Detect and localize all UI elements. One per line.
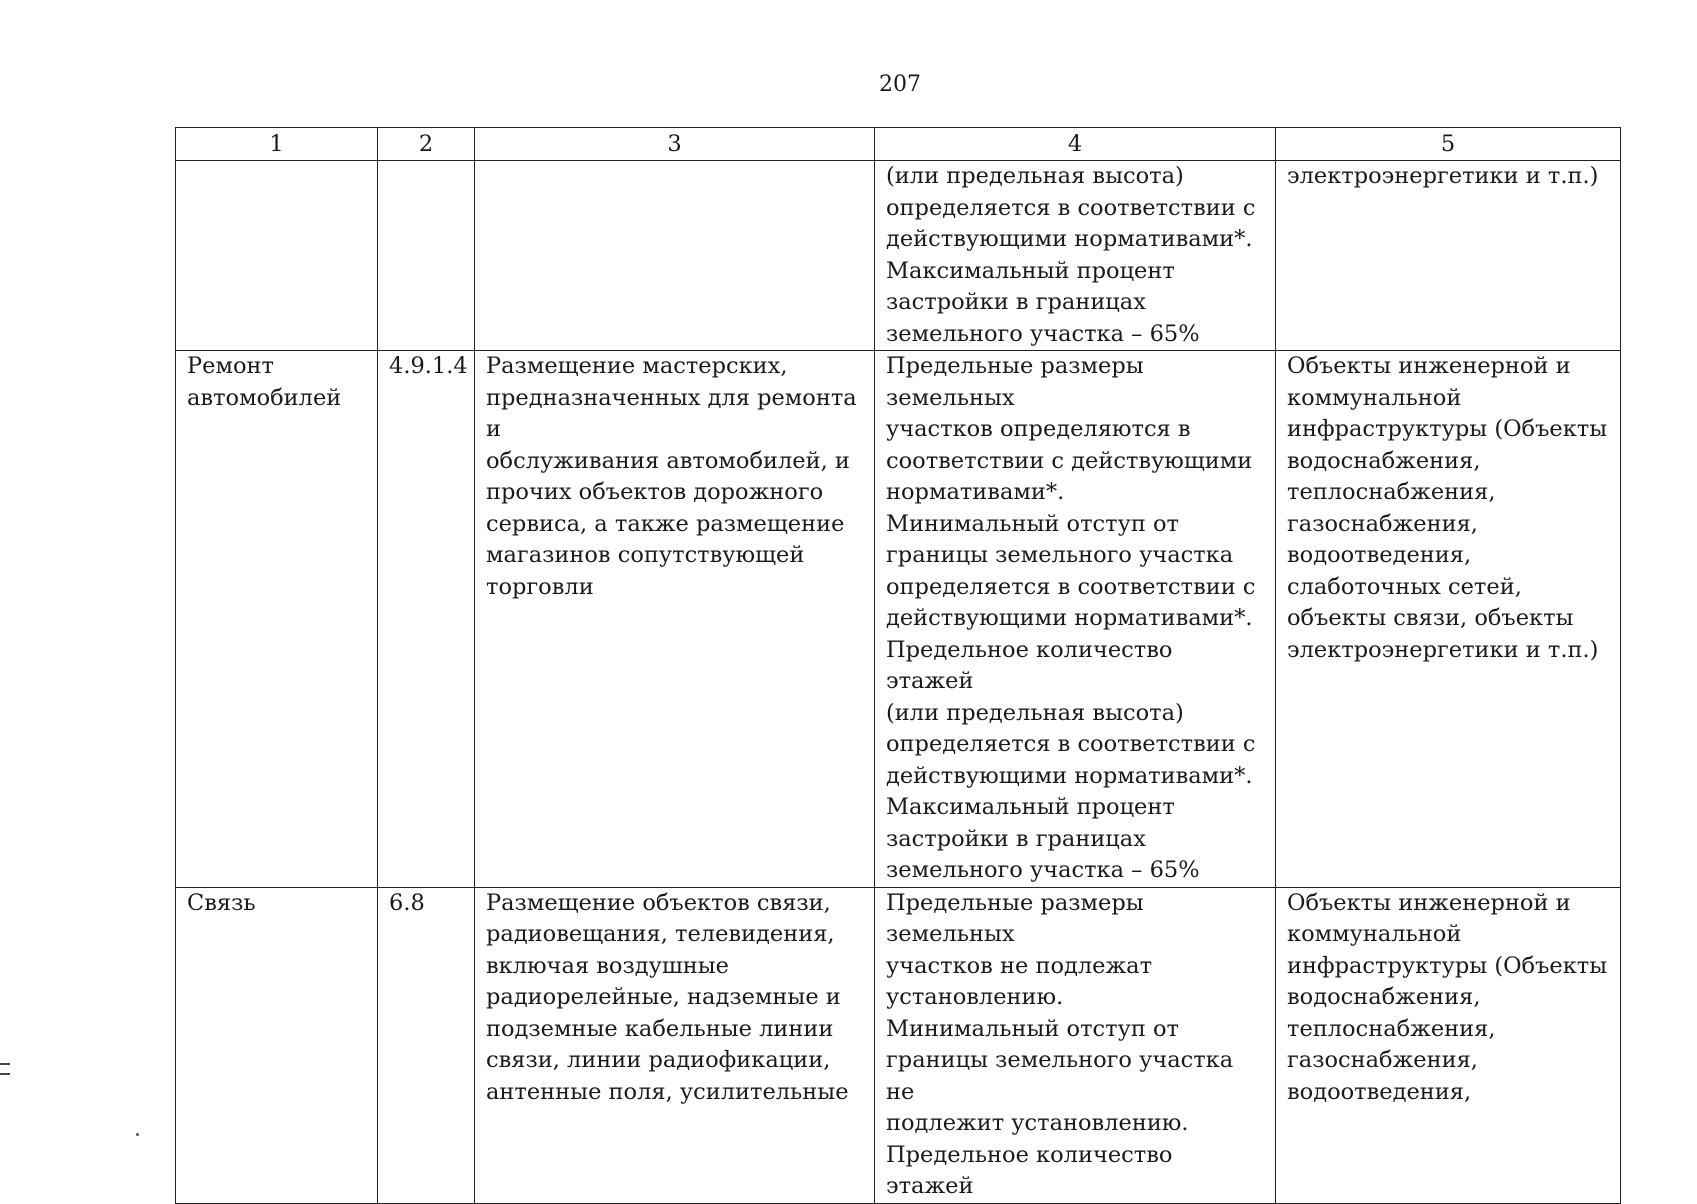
auxiliary-uses-cell: Объекты инженерной и коммунальной инфраструктуры (Объекты водоснабжения, теплоснабжения, газоснабжения, водоотведения, <box>1276 887 1621 1203</box>
code-cell: 4.9.1.4 <box>378 351 475 888</box>
column-header: 5 <box>1276 128 1621 161</box>
table-row <box>176 161 1621 351</box>
parameters-cell: Предельные размеры земельных участков не подлежат установлению. Минимальный отступ от границы земельного участка не подлежит установлению. Предельное количество этажей <box>875 887 1276 1203</box>
use-type-cell: Связь <box>176 887 378 1203</box>
scan-margin-marks <box>0 1063 12 1083</box>
scan-mark <box>0 1063 10 1065</box>
code-cell: 6.8 <box>378 887 475 1203</box>
scan-mark <box>0 1073 10 1075</box>
code-cell <box>378 161 475 351</box>
table-row <box>176 887 1621 1203</box>
column-header: 1 <box>176 128 378 161</box>
description-cell: Размещение мастерских, предназначенных для ремонта и обслуживания автомобилей, и прочих объектов дорожного сервиса, а также размещение магазинов сопутствующей торговли <box>475 351 875 888</box>
column-header: 3 <box>475 128 875 161</box>
column-header: 4 <box>875 128 1276 161</box>
auxiliary-uses-cell: Объекты инженерной и коммунальной инфраструктуры (Объекты водоснабжения, теплоснабжения, газоснабжения, водоотведения, слаботочных сетей, объекты связи, объекты электроэнергетики и т.п.) <box>1276 351 1621 888</box>
table-header-row <box>176 128 1621 161</box>
scan-dot <box>136 1133 139 1136</box>
parameters-cell: (или предельная высота) определяется в соответствии с действующими нормативами*. Максимальный процент застройки в границах земельного участка – 65% <box>875 161 1276 351</box>
auxiliary-uses-cell: электроэнергетики и т.п.) <box>1276 161 1621 351</box>
land-use-table <box>175 127 1621 1204</box>
page-number: 207 <box>879 72 921 97</box>
column-header: 2 <box>378 128 475 161</box>
description-cell: Размещение объектов связи, радиовещания, телевидения, включая воздушные радиорелейные, надземные и подземные кабельные линии связи, линии радиофикации, антенные поля, усилительные <box>475 887 875 1203</box>
use-type-cell: Ремонт автомобилей <box>176 351 378 888</box>
description-cell <box>475 161 875 351</box>
use-type-cell <box>176 161 378 351</box>
parameters-cell: Предельные размеры земельных участков определяются в соответствии с действующими нормативами*. Минимальный отступ от границы земельного участка определяется в соответствии с действующими нормативами*. Предельное количество этажей (или предельная высота) определяется в соответствии с действующими нормативами*. Максимальный процент застройки в границах земельного участка – 65% <box>875 351 1276 888</box>
table-row <box>176 351 1621 888</box>
